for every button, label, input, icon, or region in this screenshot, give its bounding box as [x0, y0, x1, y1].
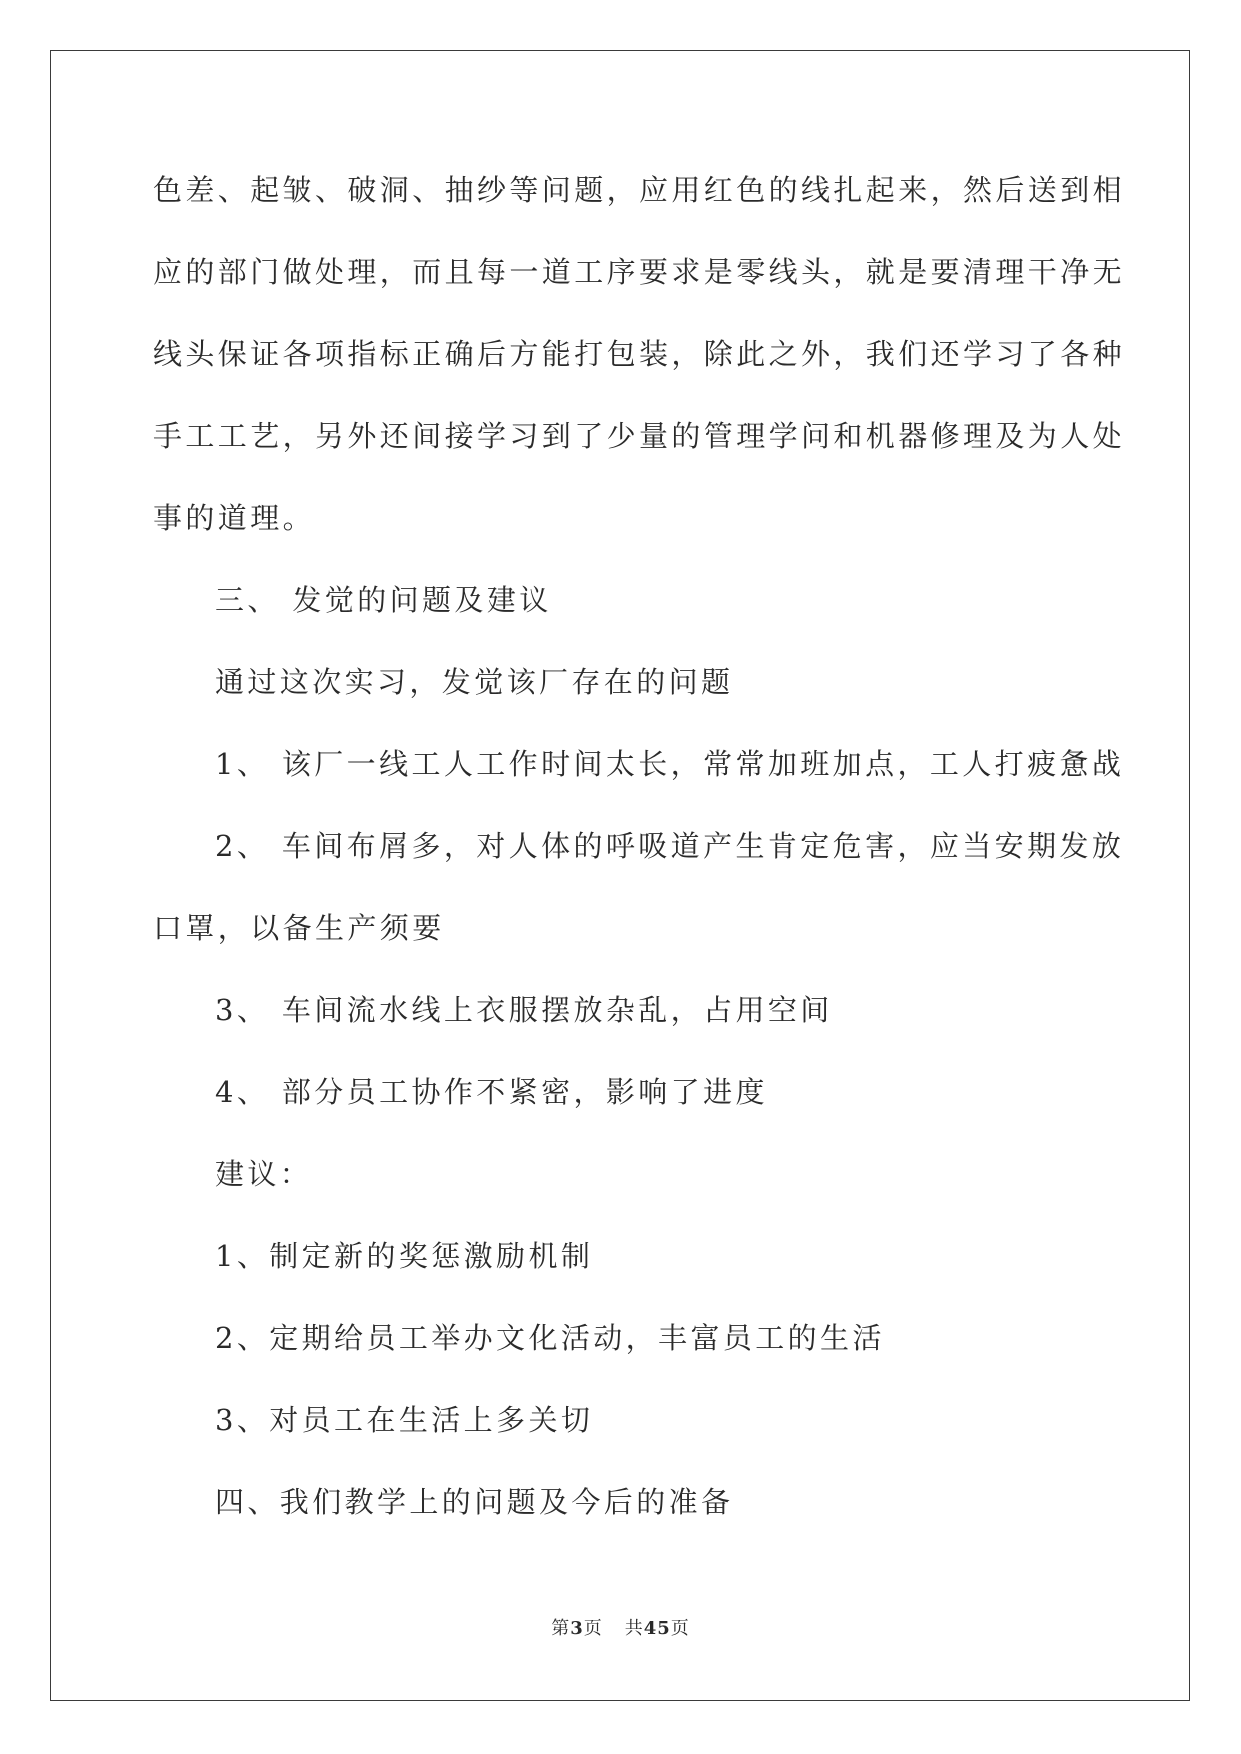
list-item: 4、 部分员工协作不紧密，影响了进度 [215, 1075, 768, 1109]
list-item: 1、 该厂一线工人工作时间太长，常常加班加点，工人打疲惫战 [215, 747, 1125, 781]
footer-page-number: 3 [570, 1618, 584, 1639]
paragraph-line: 线头保证各项指标正确后方能打包装，除此之外，我们还学习了各种 [153, 337, 1126, 371]
document-body [153, 170, 1126, 1564]
footer-page-unit: 页 [583, 1618, 603, 1639]
suggestion-item: 2、定期给员工举办文化活动，丰富员工的生活 [215, 1321, 885, 1355]
paragraph-line: 手工工艺，另外还间接学习到了少量的管理学问和机器修理及为人处 [153, 419, 1126, 453]
footer-total-pages: 45 [643, 1618, 671, 1639]
paragraph-line: 通过这次实习，发觉该厂存在的问题 [215, 665, 734, 699]
page-footer [0, 1614, 1241, 1640]
paragraph-line: 事的道理。 [153, 501, 316, 535]
footer-page-prefix: 第 [551, 1618, 571, 1639]
section-heading-three: 三、 发觉的问题及建议 [215, 583, 552, 617]
suggestions-heading: 建议： [215, 1157, 313, 1191]
list-item: 2、 车间布屑多，对人体的呼吸道产生肯定危害，应当安期发放 [215, 829, 1125, 863]
footer-total-prefix: 共 [624, 1618, 644, 1639]
section-heading-four: 四、我们教学上的问题及今后的准备 [215, 1485, 734, 1519]
suggestion-item: 1、制定新的奖惩激励机制 [215, 1239, 594, 1273]
list-item-continuation: 口罩，以备生产须要 [153, 911, 445, 945]
paragraph-line: 应的部门做处理，而且每一道工序要求是零线头，就是要清理干净无 [153, 255, 1126, 289]
suggestion-item: 3、对员工在生活上多关切 [215, 1403, 594, 1437]
list-item: 3、 车间流水线上衣服摆放杂乱，占用空间 [215, 993, 833, 1027]
paragraph-line: 色差、起皱、破洞、抽纱等问题，应用红色的线扎起来，然后送到相 [153, 173, 1126, 207]
footer-total-unit: 页 [670, 1618, 690, 1639]
